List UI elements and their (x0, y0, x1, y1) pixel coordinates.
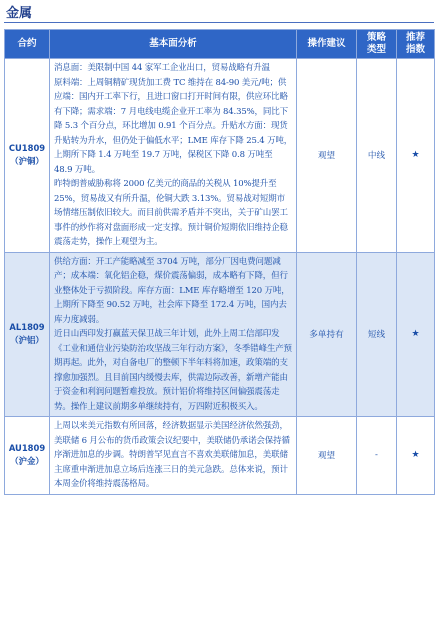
contract-name: （沪铜） (10, 156, 44, 167)
suggestion-cell: 观望 (297, 59, 357, 253)
contract-cell (5, 417, 50, 495)
section-title: 金属 (6, 6, 33, 21)
header-strategy-line2: 类型 (366, 44, 386, 55)
contract-name: （沪金） (10, 456, 44, 467)
recommend-star-icon: ★ (397, 59, 435, 253)
table-header-row (5, 30, 435, 59)
header-strategy-type (357, 30, 397, 59)
strategy-cell: 短线 (357, 252, 397, 417)
analysis-paragraph: 供给方面：开工产能略减至 3704 万吨，部分厂因电费问题减产；成本端：氧化铝企稳，煤价震荡偏弱，成本略有下降，但行业整体处于亏损阶段。库存方面：LME 库存略增至 120 万吨，上期所下降至 90.52 万吨，社会库下降至 172.4 万吨，国内去库力度减弱。 (54, 256, 290, 325)
analysis-paragraph: 原料端：上周铜精矿现货加工费 TC 维持在 84-90 美元/吨；供应端：国内开工率下行，且进口窗口打开时间有限，供应环比略有下降；需求端：7 月电线电缆企业开工率为 84.35%，同比下降 5.3 个百分点，环比增加 0.91 个百分点。升贴水方面：现货升贴转为升水，但仍处于偏低水平；LME 库存下降 25.4 万吨，上期所下降 1.4 万吨至 19.7 万吨，保税区下降 0.8 万吨至 48.9 万吨。 (54, 77, 293, 175)
analysis-cell (50, 252, 297, 417)
table-row-copper (5, 59, 435, 253)
recommend-star-icon: ★ (397, 417, 435, 495)
analysis-paragraph: 上周以来美元指数有所回落，经济数据显示美国经济依然强劲，美联储 6 月公布的货币政策会议纪要中，美联储仍承诺会保持循序渐进加息的步调。特朗普罕见直言不喜欢美联储加息，美联储主席重申渐进加息立场后连涨三日的美元急跌。总体来说，预计本周金价将维持震荡格局。 (54, 421, 290, 489)
contract-name: （沪铝） (10, 335, 44, 346)
header-recommend-line1: 推荐 (405, 32, 425, 43)
title-divider (4, 22, 434, 23)
header-recommend-line2: 指数 (405, 44, 425, 55)
recommend-star-icon: ★ (397, 252, 435, 417)
contract-cell (5, 252, 50, 417)
header-recommend-index (397, 30, 435, 59)
contract-code: AL1809 (9, 322, 45, 333)
suggestion-cell: 观望 (297, 417, 357, 495)
suggestion-cell: 多单持有 (297, 252, 357, 417)
contract-cell (5, 59, 50, 253)
strategy-cell: 中线 (357, 59, 397, 253)
header-analysis: 基本面分析 (50, 30, 297, 59)
contract-code: AU1809 (8, 443, 46, 454)
analysis-cell (50, 59, 297, 253)
header-contract: 合约 (5, 30, 50, 59)
table-row-gold (5, 417, 435, 495)
analysis-paragraph: 消息面：美限制中国 44 家军工企业出口，贸易战略有升温 (54, 63, 271, 73)
analysis-cell (50, 417, 297, 495)
header-suggestion: 操作建议 (297, 30, 357, 59)
analysis-table (4, 29, 435, 495)
analysis-paragraph: 昨特朗普威胁称将 2000 亿美元的商品的关税从 10%提升至 25%，贸易战又有所升温，伦铜大跌 3.13%。贸易战对短期市场情绪压制依旧较大。而目前供需矛盾并不突出，关于矿山罢工事件的炒作将对盘面形成一定支撑。预计铜价短期依旧维持企稳震荡走势，操作上观望为主。 (54, 179, 288, 247)
analysis-paragraph: 近日山西印发打赢蓝天保卫战三年计划，此外上周工信部印发《工业和通信业污染防治攻坚战三年行动方案》，冬季错峰生产预期再起。此外，对自备电厂的整顿下半年料将加速，政策端的支撑愈加强烈。且目前国内缓慢去库，供需边际改善，新增产能由于资金和利润问题暂难投放。预计铝价将维持区间偏强震荡走势。操作上建议前期多单继续持有，万四附近积极买入。 (54, 329, 292, 412)
table-row-aluminum (5, 252, 435, 417)
strategy-cell: - (357, 417, 397, 495)
header-strategy-line1: 策略 (366, 32, 386, 43)
contract-code: CU1809 (8, 143, 46, 154)
